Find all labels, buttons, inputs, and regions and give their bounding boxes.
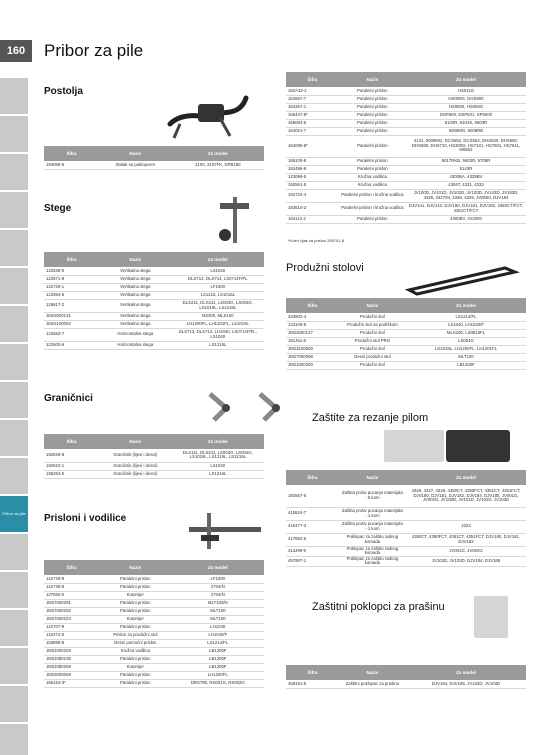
splinter-guard-image (384, 430, 444, 462)
column-header: Naziv (339, 470, 406, 485)
table-row (286, 111, 526, 119)
column-header: Šifra (44, 434, 99, 449)
cell-code: 122538-0 (44, 267, 99, 275)
cell-code: 123108-8 (286, 321, 339, 329)
section-title-granicnici: Graničnici (44, 393, 93, 404)
cell-model: LS1040, LH1040/F (406, 321, 526, 329)
cell-code: 162A32-2 (286, 87, 339, 95)
table-row (286, 103, 526, 111)
cell-name: Produžni stol PRO (339, 337, 406, 345)
sidebar-tab[interactable] (0, 78, 28, 114)
cell-model: MLT100 (406, 353, 526, 361)
table-row (44, 639, 264, 647)
footnote: *Kotni vijak za prislon 265701-8 (288, 238, 345, 243)
cell-model: 5103R, 5104S, 5603R (406, 119, 526, 127)
cell-model: JV102D, JV103D, DJV184, DJV185 (406, 556, 526, 566)
table-row (44, 470, 264, 478)
cell-code: 457987-1 (286, 556, 339, 566)
cell-name: Kutomjer (99, 591, 172, 599)
extension-table-image (405, 262, 520, 297)
column-header: Za model (172, 146, 264, 161)
table-row (44, 575, 264, 583)
postolja-table (44, 146, 264, 170)
sidebar-tab[interactable] (0, 458, 28, 494)
cell-code: JM21000300 (286, 361, 339, 369)
cell-code: JM23000127 (286, 329, 339, 337)
cell-code: 162687-7 (286, 95, 339, 103)
cell-code: 126817-2 (44, 299, 99, 312)
table-row (44, 449, 264, 462)
cell-model: 4304T, 4331, 4333 (406, 181, 526, 189)
cell-model: 4326, 4327, 4328, 4350CT, 4350FCT, 4351CT, 4351FCT, DJV180, DJV181, DJV182, DJV184, DJV185, JV001G, JV002G, JV100D, JV101D, JV102D, JV103D (406, 485, 526, 507)
table-row (44, 607, 264, 615)
cell-model: 4300BV, JV2000 (406, 215, 526, 223)
cell-name: Produžni stol (339, 361, 406, 369)
table-row (286, 87, 526, 95)
cell-name: Paralelni prislon (339, 215, 406, 223)
cell-name: Paralelni prislon (99, 575, 172, 583)
cell-name: Produžni stol sa podrškom (339, 321, 406, 329)
cell-code: 416477-3 (286, 520, 339, 533)
table-row (44, 591, 264, 599)
cell-model: 4350CT, 4350FCT, 4351CT, 4351FCT, DJV180, DJV181, DJV182 (406, 533, 526, 546)
cell-model: 2704/N (172, 583, 264, 591)
saw-stand-image (160, 84, 250, 140)
table-row (286, 533, 526, 546)
workpiece-cover-image (446, 430, 510, 462)
cell-code: 153898-8 (44, 639, 99, 647)
cell-model: LS1040 (172, 267, 264, 275)
sidebar-tab[interactable] (0, 420, 28, 456)
parallel-guide-image (185, 505, 265, 555)
cell-code: 192628-8 (44, 449, 99, 462)
cell-code: 164021-7 (286, 127, 339, 135)
cell-code: 323902-4 (286, 313, 339, 321)
cell-code: 417852-6 (286, 533, 339, 546)
cell-code: 123099-5 (286, 173, 339, 181)
cell-model: DLS713, DLS714, LH1040, LS0714F/FL, LS1040 (172, 328, 264, 341)
table-row (44, 623, 264, 631)
zastite-table (286, 470, 526, 567)
cell-code: 122500-6 (44, 341, 99, 349)
cell-code: 193510-3 (286, 202, 339, 215)
cell-code: JM21080269 (44, 663, 99, 671)
column-header: Naziv (339, 298, 406, 313)
cell-name: Zaštita protiv pucanja materijala - 5 kom (339, 485, 406, 507)
cell-code: JM27000291 (44, 599, 99, 607)
cell-model: LS1214/FL (406, 313, 526, 321)
sidebar-tab[interactable] (0, 192, 28, 228)
table-row (44, 647, 264, 655)
cell-code: 192567-6 (286, 485, 339, 507)
column-header: Naziv (339, 665, 406, 680)
cell-code: 165153-3* (44, 679, 99, 687)
table-row (44, 161, 264, 169)
column-header: Šifra (44, 252, 99, 267)
table-row (286, 345, 526, 353)
cell-name: Paralelni prislon (99, 655, 172, 663)
table-row (44, 299, 264, 312)
cell-model: LS1216L (172, 470, 264, 478)
table-row (286, 202, 526, 215)
cell-code: 192732-4 (286, 189, 339, 202)
column-header: Naziv (339, 72, 406, 87)
cell-code: JM23100052 (44, 320, 99, 328)
cell-name: Graničnik (lijevi i desni) (99, 449, 172, 462)
cell-code: 195253-5 (44, 470, 99, 478)
sidebar-tab[interactable] (0, 648, 28, 684)
cell-name: Produžni stol (339, 345, 406, 353)
table-row (286, 680, 526, 688)
section-sidebar (0, 78, 28, 755)
cell-name: Produžni stol (339, 313, 406, 321)
table-row (44, 320, 264, 328)
column-header: Šifra (286, 470, 339, 485)
cell-model: LB1200F (172, 647, 264, 655)
sidebar-tab[interactable] (0, 382, 28, 418)
table-row (286, 329, 526, 337)
cell-name: Paralelni prislon (339, 111, 406, 119)
cell-model: MLT100/N (172, 599, 264, 607)
cell-code: 191J61-8 (286, 337, 339, 345)
sidebar-tab[interactable] (0, 534, 28, 570)
cell-name: Kružna vodilica (339, 173, 406, 181)
table-row (44, 267, 264, 275)
cell-name: Prislon za produžni stol (99, 631, 172, 639)
cell-code: 122563-7 (44, 328, 99, 341)
cell-code: 413J99-9 (286, 546, 339, 556)
cell-name: Vertikalna stega (99, 312, 172, 320)
page-number: 160 (0, 40, 32, 62)
cell-model: HS009G, DHS900 (406, 95, 526, 103)
table-row (44, 631, 264, 639)
table-row (286, 520, 526, 533)
table-row (44, 655, 264, 663)
section-title-poklopci: Zaštitni poklopci za prašinu (312, 601, 445, 613)
table-row (44, 462, 264, 470)
table-row (286, 127, 526, 135)
cell-model: LF1000 (172, 575, 264, 583)
cell-model: LS1018L, LH1200FL, LH1201FL (406, 345, 526, 353)
column-header: Naziv (99, 560, 172, 575)
cell-model: MLT100 (172, 607, 264, 615)
sidebar-tab[interactable] (0, 572, 28, 608)
cell-name: Kružna vodilica (339, 181, 406, 189)
cell-code: 164095-8* (286, 135, 339, 157)
cell-name: Paralelni prislon (99, 607, 172, 615)
cell-code: JM27000292 (44, 607, 99, 615)
cell-model (406, 507, 526, 520)
cell-name: Poklopac za zaštitu radnog komada (339, 546, 406, 556)
cell-name: Vertikalna stega (99, 283, 172, 291)
table-row (286, 361, 526, 369)
cell-name: Paralelni prislon (339, 157, 406, 165)
cell-model: JV100D, JV101D, JV102D, JV103D, JV143D, JV183D, 4326, 4327/M, 4328, 4329, JV0600, DJV184 (406, 189, 526, 202)
column-header: Šifra (286, 665, 339, 680)
cell-name: Vertikalna stega (99, 267, 172, 275)
cell-name: Desni produžni stol (339, 353, 406, 361)
cell-name: Paralelni prislon (339, 135, 406, 157)
cell-code: 192561-5 (286, 181, 339, 189)
table-row (44, 599, 264, 607)
cell-code: 458191-5 (286, 680, 339, 688)
cell-name: Paralelni prislon i kružna vodilica (339, 189, 406, 202)
cell-model: 5008MG, 5008RB (406, 127, 526, 135)
column-header: Šifra (286, 298, 339, 313)
cell-model: 5017RKB, 5603R, 5705R (406, 157, 526, 165)
cell-code: 122707-9 (44, 623, 99, 631)
granicnici-table (44, 434, 264, 479)
sidebar-tab[interactable] (0, 116, 28, 152)
table-row (44, 671, 264, 679)
cell-model: HS011G (406, 87, 526, 95)
cell-code: JM23100600 (286, 345, 339, 353)
sidebar-tab[interactable] (0, 610, 28, 646)
column-header: Šifra (286, 72, 339, 87)
table-row (286, 337, 526, 345)
column-header: Šifra (44, 146, 99, 161)
cell-model: LH1040/F (172, 631, 264, 639)
cell-code: JM27000098 (286, 353, 339, 361)
table-row (286, 556, 526, 566)
cell-model: LS1216, LS1016L (172, 291, 264, 299)
cell-name: Paralelni prislon (99, 671, 172, 679)
section-title-prisloni: Prisloni i vodilice (44, 513, 127, 524)
column-header: Za model (172, 434, 264, 449)
cell-name: Zaštita protiv pucanja materijala - 1 kom (339, 520, 406, 533)
column-header: Naziv (99, 146, 172, 161)
cell-name: Paralelni prislon (339, 95, 406, 103)
cell-name: Vertikalna stega (99, 299, 172, 312)
cell-model: DJV141, DJV142, DJV180, DJV181, DJV182, 4350CT/FCT, 4351CT/FCT (406, 202, 526, 215)
column-header: Za model (406, 665, 526, 680)
produzni-table (286, 298, 526, 370)
cell-code: 415524-7 (286, 507, 339, 520)
table-row (44, 291, 264, 299)
cell-code: 122571-8 (44, 275, 99, 283)
cell-name: Paralelni prislon (99, 583, 172, 591)
cell-name: Zaštitni poklopac za prašinu (339, 680, 406, 688)
table-row (286, 546, 526, 556)
cell-code: JM23000069 (44, 671, 99, 679)
cell-name: Poklopac za zaštitu radnog komada (339, 556, 406, 566)
table-row (44, 312, 264, 320)
cell-name: Paralelni prislon (99, 679, 172, 687)
cell-model: LB1200F (172, 655, 264, 663)
cell-code: 165108-8 (286, 157, 339, 165)
cell-model: 5143R (406, 165, 526, 173)
cell-model: LH1200FL, LH1201FL, LS1018L (172, 320, 264, 328)
column-header: Šifra (44, 560, 99, 575)
sidebar-tab[interactable] (0, 230, 28, 266)
table-row (286, 507, 526, 520)
table-row (286, 135, 526, 157)
cell-name: Vertikalna stega (99, 291, 172, 299)
cell-model: LF1000 (172, 283, 264, 291)
sidebar-tab[interactable] (0, 344, 28, 380)
cell-model: MLS100, LS0815FL (406, 329, 526, 337)
table-row (44, 341, 264, 349)
column-header: Za model (406, 72, 526, 87)
sidebar-tab[interactable] (0, 154, 28, 190)
cell-name: Horizontalna stega (99, 341, 172, 349)
poklopci-table (286, 665, 526, 689)
cell-model: DLS713, DLS714, LS0714F/FL (172, 275, 264, 283)
clamp-image (215, 195, 255, 245)
table-row (44, 328, 264, 341)
cell-model: DSP600, DSP601, SP6000 (406, 111, 526, 119)
table-row (286, 313, 526, 321)
column-header: Naziv (99, 252, 172, 267)
sidebar-tab[interactable] (0, 268, 28, 304)
cell-model: 4300BA, 4329BV (406, 173, 526, 181)
cell-code: 164367-1 (286, 103, 339, 111)
cell-name: Graničnik (lijevi i desni) (99, 470, 172, 478)
cell-name: Paralelni prislon (339, 165, 406, 173)
table-row (44, 679, 264, 687)
column-header: Za model (406, 298, 526, 313)
cell-code: 127060-0 (44, 591, 99, 599)
section-title-postolja: Postolja (44, 86, 83, 97)
cell-name: Horizontalna stega (99, 328, 172, 341)
cell-name: Desni pomoćni prislon (99, 639, 172, 647)
table-row (286, 165, 526, 173)
column-header: Za model (406, 470, 526, 485)
cell-name: Vertikalna stega (99, 275, 172, 283)
cell-model: LH1200FL (172, 671, 264, 679)
table-row (286, 189, 526, 202)
table-row (44, 283, 264, 291)
cell-model: 4131, 5008MG, DCS552, DCS553, DHS630, DHS660, DHS680, DHS710, HS300D, HS7101, HS7601, HS7611, M5802 (406, 135, 526, 157)
stopper-image (200, 388, 295, 423)
table-row (286, 95, 526, 103)
cell-model: LS1040 (172, 462, 264, 470)
cell-model: LB1200F (406, 361, 526, 369)
cell-name: Paralelni prislon (339, 87, 406, 95)
cell-model: LS004G (406, 337, 526, 345)
cell-name: Paralelni prislon (339, 103, 406, 111)
table-row (44, 583, 264, 591)
cell-code: 122728-1 (44, 283, 99, 291)
cell-model: DLS111, DLS211, LS003G, LS004G, LS1019L, LS1219L, LS1219L (172, 449, 264, 462)
dust-cover-image (474, 596, 508, 638)
cell-model: 4323 (406, 520, 526, 533)
cell-model: LH1040 (172, 623, 264, 631)
table-row (286, 321, 526, 329)
cell-name: Kružna vodilica (99, 647, 172, 655)
cell-code: JM23000131 (44, 312, 99, 320)
cell-name: Poklopac za zaštitu radnog komada (339, 533, 406, 546)
cell-code: 165447-8* (286, 111, 339, 119)
cell-code: JM27000224 (44, 615, 99, 623)
table-row (44, 615, 264, 623)
cell-name: Kutomjer (99, 663, 172, 671)
cell-name: Paralelni prislon (339, 119, 406, 127)
column-header: Za model (172, 560, 264, 575)
cell-name: Paralelni prislon (339, 127, 406, 135)
cell-name: Vertikalna stega (99, 320, 172, 328)
cell-code: 122738-8 (44, 583, 99, 591)
stege-table (44, 252, 264, 350)
table-row (286, 173, 526, 181)
cell-code: 194069-5 (44, 161, 99, 169)
section-title-zastite: Zaštite za rezanje pilom (312, 412, 429, 424)
cell-code: JM21000329 (44, 647, 99, 655)
cell-code: 122729-9 (44, 575, 99, 583)
column-header: Naziv (99, 434, 172, 449)
cell-name: Graničnik (lijevi i desni) (99, 462, 172, 470)
column-header: Za model (172, 252, 264, 267)
cell-model: LB1200F (172, 663, 264, 671)
cell-code: 165084-6 (286, 119, 339, 127)
cell-name: Paralelni prislon i kružna vodilica (339, 202, 406, 215)
prisloni-table (44, 560, 264, 688)
cell-name: Paralelni prislon (99, 599, 172, 607)
cell-model: LS1214/FL (172, 639, 264, 647)
cell-model: DJV184, DJV185, JV102D, JV103D (406, 680, 526, 688)
table-row (286, 119, 526, 127)
guides-continued-table (286, 72, 526, 224)
sidebar-tab[interactable] (0, 724, 28, 755)
sidebar-tab[interactable] (0, 686, 28, 722)
cell-name: Produžni stol (339, 329, 406, 337)
cell-model: 2704/N (172, 591, 264, 599)
cell-model: HS0600, HS006G (406, 103, 526, 111)
section-title-stege: Stege (44, 203, 72, 214)
cell-model: DLS211, DLS211, LS003G, LS004G, LS1019L, LS1219L (172, 299, 264, 312)
cell-code: JM21080239 (44, 655, 99, 663)
cell-model: LS1216L (172, 341, 264, 349)
cell-model: JV001G, JV002G (406, 546, 526, 556)
cell-code: 192622-1 (44, 462, 99, 470)
sidebar-tab[interactable]: Pribor za pile (0, 496, 28, 532)
page-title: Pribor za pile (44, 41, 144, 60)
cell-model: MLT100 (172, 615, 264, 623)
section-title-produzni: Produžni stolovi (286, 262, 364, 274)
cell-name: Paralelni prislon (99, 623, 172, 631)
cell-name: Stalak sa poklopcem (99, 161, 172, 169)
cell-model: DRS780, RS001G, RS002G (172, 679, 264, 687)
cell-code: 122854-6 (44, 291, 99, 299)
table-row (44, 663, 264, 671)
table-row (286, 215, 526, 223)
cell-code: 122472-0 (44, 631, 99, 639)
cell-code: 152496-8 (286, 165, 339, 173)
cell-name: Kutomjer (99, 615, 172, 623)
table-row (286, 353, 526, 361)
table-row (286, 485, 526, 507)
cell-name: Zaštita protiv pucanja materijala - 1 kom (339, 507, 406, 520)
table-row (286, 181, 526, 189)
cell-model: M2300, MLS100 (172, 312, 264, 320)
cell-code: 164113-2 (286, 215, 339, 223)
table-row (286, 157, 526, 165)
table-row (44, 275, 264, 283)
cell-model: 2100, 2107FK, DPB180 (172, 161, 264, 169)
sidebar-tab[interactable] (0, 306, 28, 342)
